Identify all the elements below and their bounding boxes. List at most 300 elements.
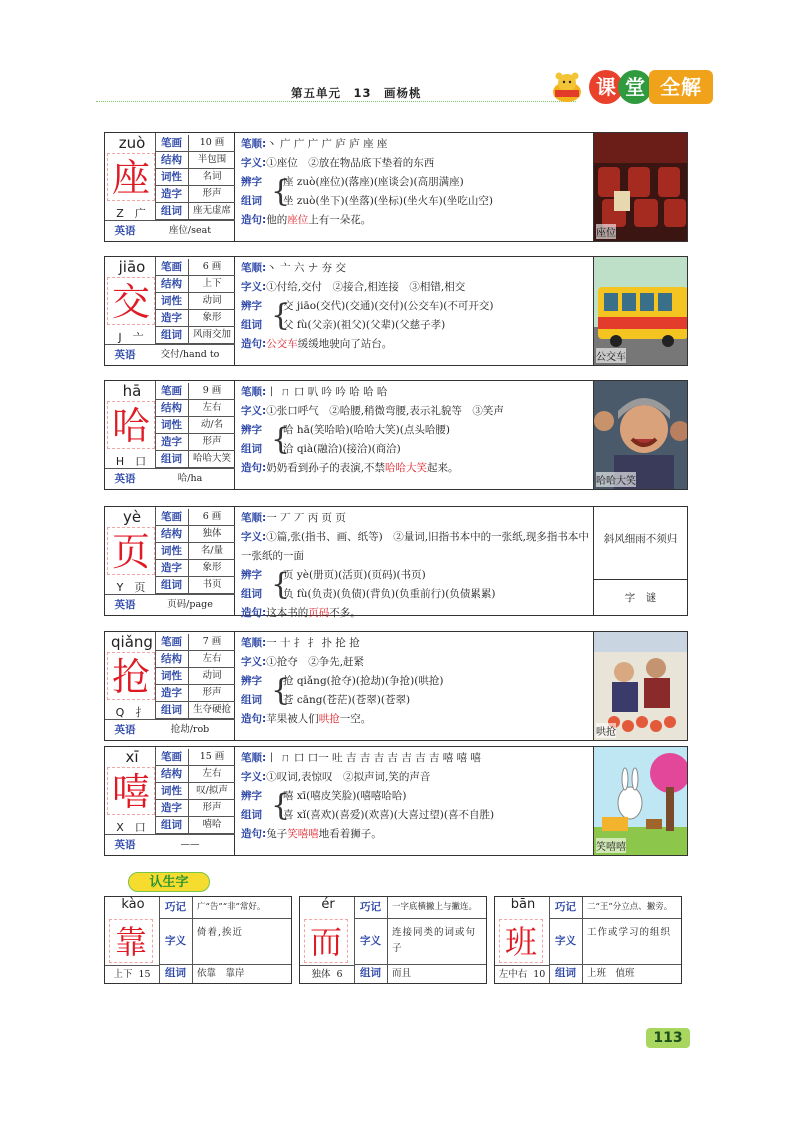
sentence-prefix: 这本书的	[266, 607, 309, 619]
part-of-speech-value: 名/量	[200, 545, 224, 556]
phrase-key: 组词	[241, 588, 262, 600]
sentence-suffix: 起来。	[427, 462, 459, 474]
english-value: 座位/seat	[168, 225, 212, 236]
character-info-panel	[105, 507, 235, 615]
sentence-highlight: 笑嘻嘻	[287, 828, 319, 840]
distinguish-line-2: 父 fù(父亲)(祖父)(父辈)(父慈子孝)	[283, 319, 446, 331]
tip-value: 二“王”分立点、撇旁。	[587, 902, 673, 912]
sentence-highlight: 哄抢	[318, 713, 340, 725]
structure-key: 结构	[155, 526, 189, 542]
formation-row	[155, 310, 235, 327]
part-of-speech-row	[155, 668, 235, 685]
distinguish-line-1: 页 yè(册页)(活页)(页码)(书页)	[283, 569, 426, 581]
stroke-order-key: 笔顺:	[241, 752, 267, 764]
sentence-row	[241, 335, 593, 354]
illustration-image	[593, 257, 687, 365]
distinguish-row	[241, 421, 593, 459]
english-row	[105, 468, 235, 489]
pinyin: kào	[121, 897, 145, 912]
idiom-key: 组词	[155, 451, 189, 467]
formation-value: 形声	[202, 687, 222, 698]
stroke-order-row	[241, 135, 593, 154]
stroke-count-row	[155, 509, 235, 526]
english-value: 哈/ha	[177, 473, 203, 484]
formation-row	[155, 560, 235, 577]
english-key: 英语	[114, 724, 136, 736]
character-details	[241, 509, 593, 623]
character-card	[104, 132, 688, 242]
structure-value: 左右	[202, 653, 222, 664]
stroke-count-row	[155, 135, 235, 152]
phrase-value: 上班 值班	[587, 968, 635, 979]
character-info-panel	[105, 747, 235, 855]
english-key: 英语	[114, 599, 136, 611]
meaning-row	[241, 402, 593, 421]
tip-row	[354, 897, 486, 919]
sentence-highlight: 页码	[308, 607, 330, 619]
sentence-prefix: 他的	[266, 214, 288, 226]
character-details	[241, 383, 593, 478]
meaning-value: 工作或学习的组织	[587, 927, 672, 938]
idiom-value: 风雨交加	[192, 329, 231, 340]
meaning-row	[241, 653, 593, 672]
distinguish-line-2: 洽 qià(融洽)(接洽)(商洽)	[283, 443, 401, 455]
english-row	[105, 719, 235, 740]
brace-icon: {	[271, 567, 291, 602]
formation-value: 形声	[202, 802, 222, 813]
tip-value: 广“告”“非”常好。	[197, 902, 266, 912]
idiom-value: 生夺硬抢	[192, 704, 231, 715]
english-row	[105, 594, 235, 615]
structure-value: 上下	[202, 278, 222, 289]
stroke-count-value: 6 画	[202, 511, 222, 522]
structure-row	[155, 651, 235, 668]
recognize-characters-badge: 认生字	[128, 872, 210, 892]
pinyin: zuò	[118, 134, 146, 152]
character-glyph: 班	[499, 919, 543, 963]
meaning-row	[241, 278, 593, 297]
phrase-key: 组词	[354, 965, 388, 983]
distinguish-line-1: 抢 qiǎng(抢夺)(抢劫)(争抢)(哄抢)	[283, 675, 444, 687]
formation-value: 象形	[202, 562, 222, 573]
stroke-count-row	[155, 634, 235, 651]
sentence-key: 造句:	[241, 607, 267, 619]
stroke-order-key: 笔顺:	[241, 637, 267, 649]
distinguish-line-2: 喜 xǐ(喜欢)(喜爱)(欢喜)(大喜过望)(喜不自胜)	[283, 809, 495, 821]
character-details	[241, 749, 593, 844]
meaning-value: ①叹词,表惊叹 ②拟声词,笑的声音	[266, 771, 431, 783]
formation-row	[155, 434, 235, 451]
meaning-key: 字义:	[241, 405, 267, 417]
phrase-key: 组词	[241, 809, 262, 821]
sentence-suffix: 缓缓地驶向了站台。	[297, 338, 393, 350]
logo-char-2: 堂	[618, 70, 652, 104]
stroke-order-key: 笔顺:	[241, 138, 267, 150]
sentence-suffix: 地看着狮子。	[318, 828, 382, 840]
meaning-value: 倚着,挨近	[197, 927, 244, 938]
pinyin: jiāo	[118, 258, 146, 276]
structure-and-strokes: 上下 15	[105, 965, 159, 983]
sentence-suffix: 一空。	[339, 713, 372, 725]
riddle-label: 字 谜	[594, 579, 687, 615]
sentence-row	[241, 825, 593, 844]
english-key: 英语	[114, 473, 136, 485]
english-value: 页码/page	[167, 599, 213, 610]
english-value: 抢劫/rob	[170, 724, 210, 735]
distinguish-line-2: 苍 cāng(苍茫)(苍翠)(苍翠)	[283, 694, 411, 706]
stroke-count-key: 笔画	[155, 749, 189, 765]
english-key: 英语	[114, 349, 136, 361]
stroke-count-value: 15 画	[199, 751, 225, 762]
idiom-key: 组词	[155, 817, 189, 833]
pinyin: qiǎng	[111, 633, 153, 651]
sentence-key: 造句:	[241, 713, 267, 725]
sentence-row	[241, 211, 593, 230]
part-of-speech-key: 词性	[155, 668, 189, 684]
illustration-caption: 哈哈大笑	[596, 472, 636, 487]
meaning-key: 字义	[159, 919, 193, 964]
stroke-count-key: 笔画	[155, 259, 189, 275]
meaning-value: ①篇,张(指书、画、纸等) ②量词,旧指书本中的一张纸,现多指书本中一张纸的一面	[241, 531, 589, 562]
part-of-speech-value: 动词	[202, 670, 222, 681]
phrase-key: 组词	[241, 694, 262, 706]
recognize-card	[299, 896, 487, 984]
character-info-panel	[105, 381, 235, 489]
structure-key: 结构	[155, 152, 189, 168]
stroke-order-value: 丨 ㄇ 口 叭 吟 吟 哈 哈 哈	[266, 386, 388, 398]
stroke-order-value: 一 十 扌 扌 扑 抡 抢	[266, 637, 360, 649]
recognize-card	[104, 896, 292, 984]
riddle-box	[593, 507, 687, 615]
formation-row	[155, 685, 235, 702]
sentence-key: 造句:	[241, 214, 267, 226]
meaning-row	[549, 919, 681, 965]
sentence-suffix: 上有一朵花。	[308, 214, 372, 226]
distinguish-key: 辨字	[241, 176, 262, 188]
character-details	[241, 135, 593, 230]
structure-key: 结构	[155, 766, 189, 782]
illustration-caption: 座位	[596, 224, 616, 239]
part-of-speech-row	[155, 293, 235, 310]
meaning-key: 字义	[549, 919, 583, 964]
character-glyph: 座	[107, 153, 155, 201]
index-and-radical: Q 扌	[115, 706, 147, 719]
idiom-row	[155, 451, 235, 468]
stroke-order-row	[241, 509, 593, 528]
pinyin: ér	[321, 897, 335, 912]
idiom-value: 书页	[202, 579, 222, 590]
stroke-order-value: 丶 广 广 广 广 庐 庐 座 座	[266, 138, 388, 150]
illustration-image	[593, 381, 687, 489]
structure-value: 独体	[202, 528, 222, 539]
idiom-key: 组词	[155, 577, 189, 593]
idiom-key: 组词	[155, 203, 189, 219]
distinguish-key: 辨字	[241, 300, 262, 312]
phrase-row	[354, 965, 486, 983]
stroke-order-value: 丶 亠 六 ナ 夯 交	[266, 262, 346, 274]
brace-icon: {	[271, 298, 291, 333]
sentence-key: 造句:	[241, 338, 267, 350]
character-card	[104, 506, 688, 619]
phrase-value: 而且	[392, 968, 412, 979]
lesson-title: 第五单元 13 画杨桃	[291, 86, 422, 100]
distinguish-row	[241, 297, 593, 335]
distinguish-line-1: 座 zuò(座位)(落座)(座谈会)(高朋满座)	[283, 176, 464, 188]
phrase-key: 组词	[241, 319, 262, 331]
structure-row	[155, 766, 235, 783]
sentence-prefix: 兔子	[266, 828, 288, 840]
meaning-row	[241, 768, 593, 787]
sentence-key: 造句:	[241, 828, 267, 840]
stroke-count-value: 7 画	[202, 636, 222, 647]
english-key: 英语	[114, 225, 136, 237]
meaning-row	[241, 154, 593, 173]
structure-key: 结构	[155, 651, 189, 667]
structure-value: 左右	[202, 402, 222, 413]
structure-and-strokes: 左中右 10	[495, 965, 549, 983]
phrase-key: 组词	[549, 965, 583, 983]
stroke-count-value: 6 画	[202, 261, 222, 272]
stroke-order-key: 笔顺:	[241, 512, 267, 524]
character-info-panel	[105, 632, 235, 740]
brace-icon: {	[271, 788, 291, 823]
english-value: ——	[180, 839, 200, 850]
sentence-suffix: 不多。	[329, 607, 361, 619]
idiom-row	[155, 327, 235, 344]
meaning-row	[159, 919, 291, 965]
structure-row	[155, 152, 235, 169]
index-and-radical: Z 广	[116, 207, 146, 220]
structure-and-strokes: 独体 6	[300, 965, 354, 983]
stroke-count-row	[155, 749, 235, 766]
idiom-row	[155, 577, 235, 594]
stroke-count-key: 笔画	[155, 509, 189, 525]
character-details	[241, 634, 593, 729]
sentence-prefix: 苹果被人们	[266, 713, 319, 725]
illustration-image	[593, 133, 687, 241]
stroke-count-key: 笔画	[155, 634, 189, 650]
meaning-key: 字义:	[241, 771, 267, 783]
formation-key: 造字	[155, 434, 189, 450]
sentence-highlight: 座位	[287, 214, 309, 226]
formation-key: 造字	[155, 685, 189, 701]
meaning-key: 字义:	[241, 281, 267, 293]
brace-icon: {	[271, 174, 291, 209]
meaning-value: ①张口呼气 ②哈腰,稍微弯腰,表示礼貌等 ③笑声	[266, 405, 504, 417]
structure-row	[155, 526, 235, 543]
part-of-speech-row	[155, 417, 235, 434]
phrase-row	[159, 965, 291, 983]
part-of-speech-value: 叹/拟声	[196, 785, 228, 796]
meaning-key: 字义:	[241, 157, 267, 169]
stroke-order-value: 一 丆 丆 丙 页 页	[266, 512, 346, 524]
character-glyph: 靠	[109, 919, 153, 963]
distinguish-row	[241, 672, 593, 710]
idiom-row	[155, 702, 235, 719]
idiom-row	[155, 817, 235, 834]
pinyin: bān	[510, 897, 536, 912]
sentence-key: 造句:	[241, 462, 267, 474]
idiom-value: 座无虚席	[192, 205, 231, 216]
part-of-speech-key: 词性	[155, 783, 189, 799]
structure-row	[155, 400, 235, 417]
idiom-key: 组词	[155, 702, 189, 718]
bear-mascot-icon	[545, 72, 589, 102]
recognize-card	[494, 896, 682, 984]
meaning-row	[354, 919, 486, 965]
english-row	[105, 220, 235, 241]
tip-value: 一字底横撇上与撇连。	[392, 902, 478, 912]
idiom-value: 哈哈大笑	[192, 453, 231, 464]
character-card	[104, 380, 688, 490]
meaning-key: 字义:	[241, 531, 267, 543]
brace-icon: {	[271, 673, 291, 708]
distinguish-line-2: 坐 zuò(坐下)(坐落)(坐标)(坐火车)(坐吃山空)	[283, 195, 493, 207]
character-glyph: 交	[107, 277, 155, 325]
meaning-row	[241, 528, 593, 566]
meaning-key: 字义:	[241, 656, 267, 668]
english-value: 交付/hand to	[160, 349, 220, 360]
formation-value: 形声	[202, 436, 222, 447]
character-info-panel	[105, 133, 235, 241]
distinguish-line-1: 嘻 xī(嘻皮笑脸)(嘻嘻哈哈)	[283, 790, 407, 802]
structure-key: 结构	[155, 276, 189, 292]
stroke-order-row	[241, 383, 593, 402]
formation-row	[155, 186, 235, 203]
stroke-order-value: 丨 ㄇ 口 口一 吐 吉 吉 吉 吉 吉 吉 吉 嘻 嘻 嘻	[266, 752, 481, 764]
sentence-highlight: 公交车	[266, 338, 298, 350]
phrase-row	[549, 965, 681, 983]
stroke-order-key: 笔顺:	[241, 386, 267, 398]
stroke-count-value: 10 画	[199, 137, 225, 148]
character-info-panel	[105, 257, 235, 365]
brace-icon: {	[271, 422, 291, 457]
phrase-key: 组词	[241, 195, 262, 207]
distinguish-line-1: 哈 hā(笑哈哈)(哈哈大笑)(点头哈腰)	[283, 424, 450, 436]
tip-key: 巧记	[354, 897, 388, 918]
formation-value: 形声	[202, 188, 222, 199]
character-card	[104, 746, 688, 856]
stroke-order-key: 笔顺:	[241, 262, 267, 274]
sentence-row	[241, 710, 593, 729]
character-glyph: 嘻	[107, 767, 155, 815]
riddle-text: 斜风细雨不须归	[603, 533, 678, 545]
meaning-key: 字义	[354, 919, 388, 964]
index-and-radical: J 亠	[118, 331, 144, 344]
illustration-image	[593, 632, 687, 740]
part-of-speech-key: 词性	[155, 293, 189, 309]
part-of-speech-row	[155, 169, 235, 186]
distinguish-key: 辨字	[241, 790, 262, 802]
part-of-speech-row	[155, 543, 235, 560]
structure-row	[155, 276, 235, 293]
pinyin: yè	[122, 508, 142, 526]
distinguish-row	[241, 173, 593, 211]
sentence-prefix: 奶奶看到孙子的表演,不禁	[266, 462, 386, 474]
index-and-radical: X 口	[116, 821, 146, 834]
stroke-order-row	[241, 634, 593, 653]
structure-key: 结构	[155, 400, 189, 416]
page-number: 113	[646, 1028, 690, 1048]
character-glyph: 页	[107, 527, 155, 575]
meaning-value: ①付给,交付 ②接合,相连接 ③相错,相交	[266, 281, 466, 293]
meaning-value: ①座位 ②放在物品底下垫着的东西	[266, 157, 435, 169]
header-divider	[96, 101, 576, 102]
illustration-caption: 哄抢	[596, 723, 616, 738]
formation-key: 造字	[155, 800, 189, 816]
character-glyph: 而	[304, 919, 348, 963]
distinguish-line-2: 负 fù(负责)(负债)(背负)(负重前行)(负债累累)	[283, 588, 496, 600]
part-of-speech-value: 动词	[202, 295, 222, 306]
part-of-speech-key: 词性	[155, 417, 189, 433]
illustration-caption: 公交车	[596, 348, 626, 363]
sentence-row	[241, 604, 593, 623]
formation-row	[155, 800, 235, 817]
phrase-key: 组词	[159, 965, 193, 983]
distinguish-key: 辨字	[241, 569, 262, 581]
sentence-highlight: 哈哈大笑	[385, 462, 428, 474]
stroke-count-row	[155, 259, 235, 276]
structure-value: 半包围	[197, 154, 227, 165]
illustration-caption: 笑嘻嘻	[596, 838, 626, 853]
phrase-value: 依靠 靠岸	[197, 968, 245, 979]
stroke-count-key: 笔画	[155, 135, 189, 151]
meaning-value: 连接同类的词或句子	[392, 927, 477, 954]
brand-logo	[545, 68, 720, 104]
part-of-speech-row	[155, 783, 235, 800]
tip-row	[159, 897, 291, 919]
distinguish-row	[241, 566, 593, 604]
pinyin: xī	[125, 748, 139, 766]
part-of-speech-key: 词性	[155, 169, 189, 185]
formation-key: 造字	[155, 186, 189, 202]
formation-key: 造字	[155, 560, 189, 576]
english-key: 英语	[114, 839, 136, 851]
idiom-key: 组词	[155, 327, 189, 343]
formation-key: 造字	[155, 310, 189, 326]
tip-key: 巧记	[159, 897, 193, 918]
character-card	[104, 631, 688, 741]
stroke-order-row	[241, 749, 593, 768]
character-glyph: 抢	[107, 652, 155, 700]
distinguish-line-1: 交 jiāo(交代)(交通)(交付)(公交车)(不可开交)	[283, 300, 494, 312]
distinguish-key: 辨字	[241, 424, 262, 436]
character-glyph: 哈	[107, 401, 155, 449]
structure-value: 左右	[202, 768, 222, 779]
part-of-speech-value: 动/名	[200, 419, 224, 430]
stroke-count-row	[155, 383, 235, 400]
meaning-value: ①抢夺 ②争先,赶紧	[266, 656, 365, 668]
tip-row	[549, 897, 681, 919]
idiom-row	[155, 203, 235, 220]
english-row	[105, 834, 235, 855]
phrase-key: 组词	[241, 443, 262, 455]
english-row	[105, 344, 235, 365]
part-of-speech-value: 名词	[202, 171, 222, 182]
tip-key: 巧记	[549, 897, 583, 918]
idiom-value: 嘻哈	[202, 819, 222, 830]
logo-char-3: 全解	[649, 70, 713, 104]
logo-char-1: 课	[589, 70, 623, 104]
character-details	[241, 259, 593, 354]
stroke-count-key: 笔画	[155, 383, 189, 399]
pinyin: hā	[122, 382, 142, 400]
illustration-image	[593, 747, 687, 855]
stroke-order-row	[241, 259, 593, 278]
part-of-speech-key: 词性	[155, 543, 189, 559]
distinguish-row	[241, 787, 593, 825]
index-and-radical: Y 页	[116, 581, 146, 594]
